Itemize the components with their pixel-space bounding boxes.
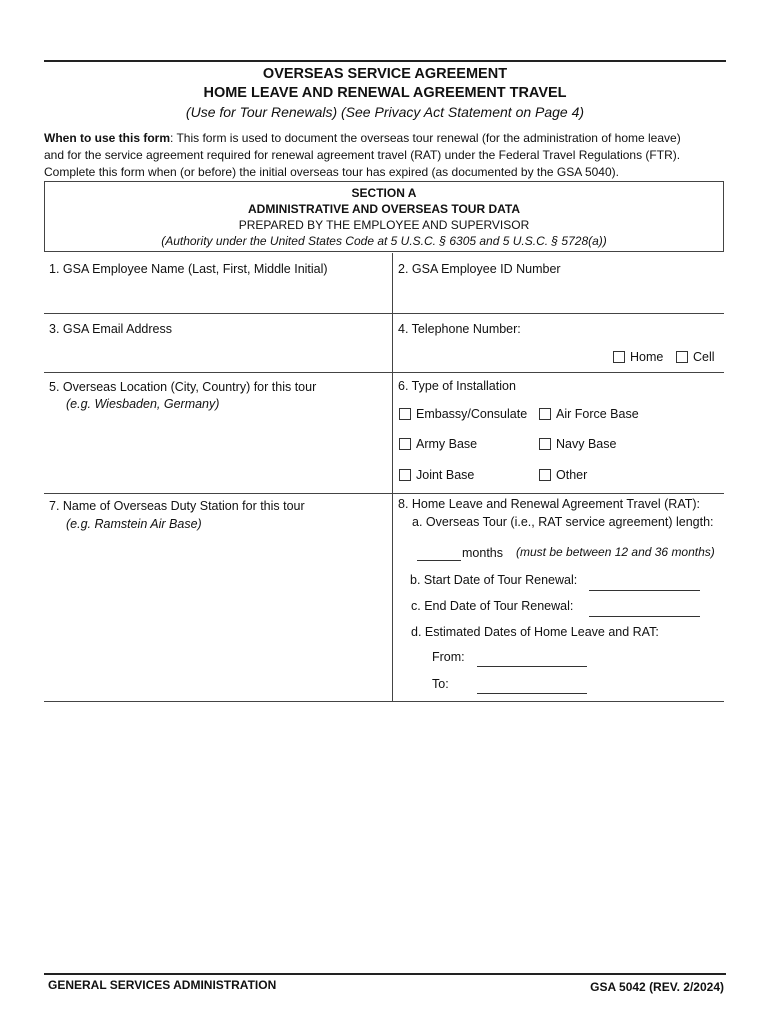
army-base-label: Army Base xyxy=(416,437,478,451)
embassy-consulate-label: Embassy/Consulate xyxy=(416,407,528,421)
footer-rule xyxy=(44,973,726,975)
cell-phone-label: Cell xyxy=(693,350,715,364)
row-divider-2 xyxy=(44,372,724,373)
overseas-location-field[interactable] xyxy=(44,415,390,491)
employee-id-field[interactable] xyxy=(394,278,722,312)
army-base-checkbox[interactable] xyxy=(399,438,411,450)
tour-length-months-input[interactable] xyxy=(417,560,461,561)
section-a-prepared-by: PREPARED BY THE EMPLOYEE AND SUPERVISOR xyxy=(238,218,530,232)
email-field[interactable] xyxy=(44,338,390,371)
employee-id-label: 2. GSA Employee ID Number xyxy=(398,262,561,276)
start-date-label: b. Start Date of Tour Renewal: xyxy=(410,573,578,587)
rat-label: 8. Home Leave and Renewal Agreement Travel (RAT): xyxy=(398,497,700,511)
form-usage-note: (Use for Tour Renewals) (See Privacy Act Statement on Page 4) xyxy=(185,104,585,120)
home-leave-dates-label: d. Estimated Dates of Home Leave and RAT: xyxy=(411,625,659,639)
form-title: OVERSEAS SERVICE AGREEMENT xyxy=(262,66,508,82)
overseas-location-label: 5. Overseas Location (City, Country) for this tour xyxy=(49,380,317,394)
home-phone-label: Home xyxy=(630,350,664,364)
telephone-field[interactable] xyxy=(394,338,604,352)
embassy-consulate-checkbox[interactable] xyxy=(399,408,411,420)
footer-form-id: GSA 5042 (REV. 2/2024) xyxy=(590,980,724,994)
row-divider-3 xyxy=(44,493,724,494)
footer-agency: GENERAL SERVICES ADMINISTRATION xyxy=(48,978,277,992)
end-date-label: c. End Date of Tour Renewal: xyxy=(411,599,574,613)
intro-line-2: and for the service agreement required for renewal agreement travel (RAT) under the Federal Travel Regulations (FTR). xyxy=(44,148,681,162)
employee-name-field[interactable] xyxy=(44,278,390,312)
joint-base-checkbox[interactable] xyxy=(399,469,411,481)
from-date-input[interactable] xyxy=(477,666,587,667)
top-rule xyxy=(44,60,726,62)
duty-station-field[interactable] xyxy=(44,535,390,699)
intro-paragraph xyxy=(44,130,734,181)
to-date-input[interactable] xyxy=(477,693,587,694)
column-divider xyxy=(392,253,393,702)
row-divider-1-right xyxy=(392,313,724,314)
section-a-title: ADMINISTRATIVE AND OVERSEAS TOUR DATA xyxy=(247,202,520,216)
tour-length-note: (must be between 12 and 36 months) xyxy=(516,545,715,559)
start-date-input[interactable] xyxy=(589,590,700,591)
tour-length-label: a. Overseas Tour (i.e., RAT service agreement) length: xyxy=(412,515,714,529)
air-force-base-checkbox[interactable] xyxy=(539,408,551,420)
duty-station-label: 7. Name of Overseas Duty Station for this tour xyxy=(49,499,305,513)
end-date-input[interactable] xyxy=(589,616,700,617)
email-label: 3. GSA Email Address xyxy=(49,322,172,336)
cell-phone-checkbox[interactable] xyxy=(676,351,688,363)
overseas-location-hint: (e.g. Wiesbaden, Germany) xyxy=(66,397,220,411)
navy-base-checkbox[interactable] xyxy=(539,438,551,450)
row-divider-1-left xyxy=(44,313,392,314)
other-checkbox[interactable] xyxy=(539,469,551,481)
intro-line-1: : This form is used to document the overseas tour renewal (for the administration of home leave) xyxy=(170,131,681,145)
telephone-label: 4. Telephone Number: xyxy=(398,322,521,336)
from-date-label: From: xyxy=(432,650,465,664)
navy-base-label: Navy Base xyxy=(556,437,617,451)
other-label: Other xyxy=(556,468,588,482)
duty-station-hint: (e.g. Ramstein Air Base) xyxy=(66,517,202,531)
tour-length-months-label: months xyxy=(462,546,503,560)
section-a-authority: (Authority under the United States Code at 5 U.S.C. § 6305 and 5 U.S.C. § 5728(a)) xyxy=(161,234,607,248)
air-force-base-label: Air Force Base xyxy=(556,407,639,421)
employee-name-label: 1. GSA Employee Name (Last, First, Middle Initial) xyxy=(49,262,328,276)
installation-type-label: 6. Type of Installation xyxy=(398,379,516,393)
joint-base-label: Joint Base xyxy=(416,468,475,482)
section-a-heading: SECTION A xyxy=(351,186,417,200)
home-phone-checkbox[interactable] xyxy=(613,351,625,363)
form-subtitle: HOME LEAVE AND RENEWAL AGREEMENT TRAVEL xyxy=(203,85,567,101)
intro-lead: When to use this form xyxy=(44,131,170,145)
to-date-label: To: xyxy=(432,677,449,691)
intro-line-3: Complete this form when (or before) the initial overseas tour has expired (as documented by the GSA 5040). xyxy=(44,165,619,179)
row-divider-4 xyxy=(44,701,724,702)
